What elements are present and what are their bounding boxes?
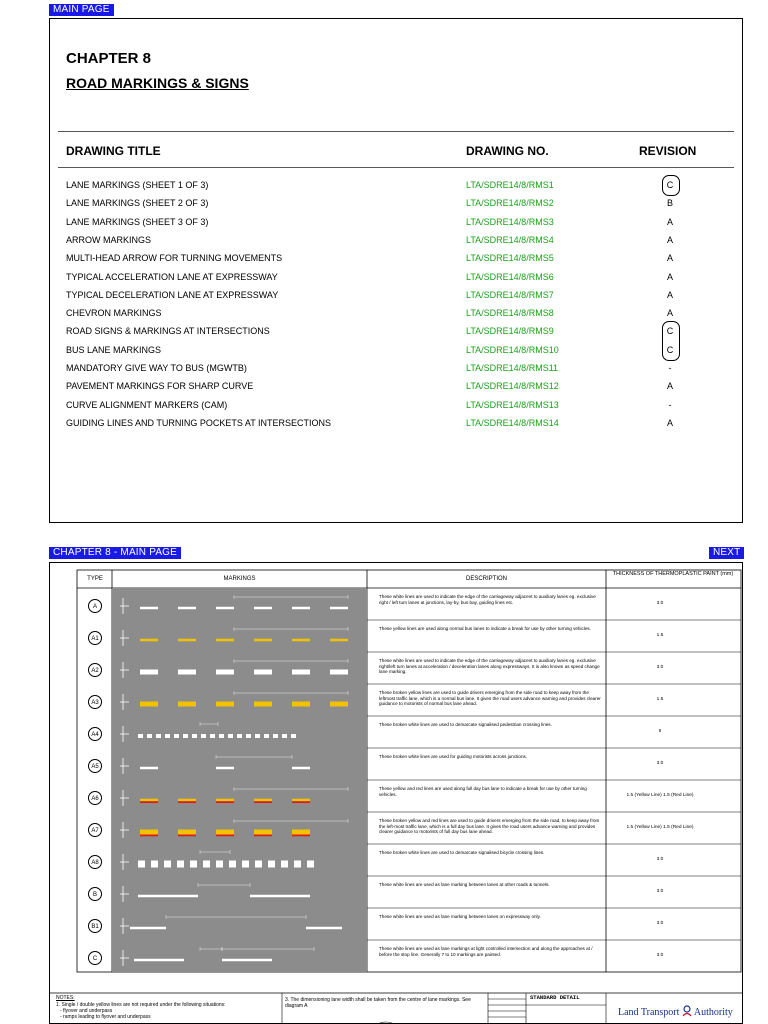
- drawing-title: LANE MARKINGS (SHEET 2 OF 3): [66, 198, 209, 209]
- lane-dash: [254, 799, 272, 802]
- revision-cloud: [662, 321, 680, 361]
- lane-dash: [291, 734, 296, 738]
- lane-dash: [292, 799, 310, 802]
- lane-dash: [174, 734, 179, 738]
- lane-dash: [229, 861, 236, 868]
- lane-dash: [292, 607, 310, 610]
- marking-type-badge: A2: [88, 663, 102, 677]
- marking-type-badge: B1: [88, 919, 102, 933]
- lane-dash: [255, 861, 262, 868]
- red-line-dash: [178, 835, 196, 837]
- lane-dash: [147, 734, 152, 738]
- drawing-title: MANDATORY GIVE WAY TO BUS (MGWTB): [66, 363, 247, 373]
- lane-dash: [254, 830, 272, 835]
- drawing-row[interactable]: [50, 378, 744, 396]
- marking-description: These yellow and red lines are used along full day bus lane to indicate a break for use by other turning vehicles.: [379, 786, 587, 797]
- lane-dash: [203, 861, 210, 868]
- drawing-number-link[interactable]: LTA/SDRE14/8/RMS2: [466, 198, 554, 209]
- lane-dash: [164, 861, 171, 868]
- drawing-row[interactable]: [50, 360, 744, 378]
- drawing-title: CURVE ALIGNMENT MARKERS (CAM): [66, 399, 228, 410]
- lane-dash: [151, 861, 158, 868]
- lane-dash: [292, 670, 310, 675]
- lane-dash: [178, 639, 196, 642]
- marking-description: These broken white lines are used for guiding motorists across junctions.: [379, 754, 528, 759]
- marking-type-badge: A6: [88, 791, 102, 805]
- revision-code: A: [666, 253, 673, 264]
- red-line-dash: [254, 801, 272, 803]
- drawing-number-link[interactable]: LTA/SDRE14/8/RMS4: [466, 234, 554, 245]
- drawing-index-sheet: [49, 18, 743, 523]
- marking-type-badge: C: [88, 951, 102, 965]
- col-header-revision: REVISION: [639, 144, 697, 158]
- lane-dash: [216, 861, 223, 868]
- red-line-dash: [292, 835, 310, 837]
- drawing-row[interactable]: [50, 232, 744, 250]
- authority-left-text: Land Transport: [618, 1007, 680, 1018]
- red-line-dash: [140, 801, 158, 803]
- lane-dash: [210, 734, 215, 738]
- revision-code: B: [666, 198, 673, 209]
- revision-code: C: [666, 326, 674, 337]
- marking-description: These broken white lines are used to demarcate signalised pedestrian crossing lines.: [379, 722, 552, 727]
- marking-type-badge: A8: [88, 855, 102, 869]
- lane-dash: [138, 861, 145, 868]
- drawing-number-link[interactable]: LTA/SDRE14/8/RMS14: [466, 417, 559, 428]
- lane-dash: [192, 734, 197, 738]
- drawing-number-link[interactable]: LTA/SDRE14/8/RMS12: [466, 381, 559, 392]
- marking-description: These yellow lines are used along normal bus lanes to indicate a break for use by other turning vehicles.: [379, 626, 591, 631]
- red-line-dash: [216, 835, 234, 837]
- lane-dash: [177, 861, 184, 868]
- lane-dash: [254, 702, 272, 707]
- lane-dash: [242, 861, 249, 868]
- lane-dash: [330, 607, 348, 610]
- chapter-title: CHAPTER 8: [66, 50, 152, 67]
- lane-dash: [222, 959, 272, 962]
- revision-code: C: [666, 180, 674, 190]
- marking-description: These broken yellow and red lines are used to guide drivers emerging from the side road, to keep away from the left-most traffic lane, which is a full day bus lane. It gives the road users advance warning and provides clearer guidance to motorists of full day bus lane ahead.: [379, 818, 600, 835]
- drawing-number-link[interactable]: LTA/SDRE14/8/RMS11: [466, 363, 559, 373]
- lane-dash: [178, 670, 196, 675]
- lane-dash: [254, 670, 272, 675]
- lane-dash: [178, 702, 196, 707]
- lane-dash: [140, 830, 158, 835]
- marking-description: These broken white lines are used to demarcate signalised bicycle crossing lines.: [379, 850, 545, 855]
- standard-detail-label: STANDARD DETAIL: [530, 994, 580, 1001]
- lane-dash: [178, 799, 196, 802]
- drawing-title: PAVEMENT MARKINGS FOR SHARP CURVE: [66, 381, 254, 392]
- drawing-number-link[interactable]: LTA/SDRE14/8/RMS7: [466, 289, 554, 300]
- drawing-title: ROAD SIGNS & MARKINGS AT INTERSECTIONS: [66, 326, 270, 337]
- red-line-dash: [178, 801, 196, 803]
- note-1a: - flyover and underpass: [60, 1008, 113, 1014]
- marking-type-badge: B: [88, 887, 102, 901]
- drawing-title: TYPICAL ACCELERATION LANE AT EXPRESSWAY: [66, 271, 278, 282]
- drawing-number-link[interactable]: LTA/SDRE14/8/RMS8: [466, 308, 554, 319]
- marking-type-badge: A1: [88, 631, 102, 645]
- drawing-number-link[interactable]: LTA/SDRE14/8/RMS10: [466, 344, 559, 355]
- lane-dash: [140, 670, 158, 675]
- revision-code: A: [666, 216, 673, 227]
- paint-thickness: 3.0: [656, 665, 664, 670]
- lta-emblem-icon: [682, 1005, 692, 1017]
- lane-dash: [292, 767, 310, 770]
- revision-code: C: [666, 344, 674, 355]
- lane-dash: [292, 702, 310, 707]
- lane-dash: [140, 799, 158, 802]
- paint-thickness: 3.0: [656, 921, 664, 926]
- lane-dash: [307, 861, 314, 868]
- lane-dash: [254, 639, 272, 642]
- red-line-dash: [140, 835, 158, 837]
- marking-type-badge: A: [88, 599, 102, 613]
- drawing-row[interactable]: [50, 415, 744, 433]
- paint-thickness: 3.0: [656, 857, 664, 862]
- drawing-row[interactable]: [50, 214, 744, 232]
- lane-dash: [216, 799, 234, 802]
- lane-dash: [282, 734, 287, 738]
- marking-description: These white lines are used as lane marking between lanes on expressway only.: [379, 914, 541, 919]
- col-header-title: DRAWING TITLE: [66, 144, 161, 158]
- paint-thickness: 3.0: [656, 889, 664, 894]
- lane-dash: [250, 895, 310, 898]
- paint-thickness: 5: [658, 729, 662, 734]
- lane-dash: [190, 861, 197, 868]
- lane-dash: [219, 734, 224, 738]
- paint-thickness: 1.5: [656, 697, 664, 702]
- lane-dash: [216, 767, 234, 770]
- lane-dash: [246, 734, 251, 738]
- drawing-number-link[interactable]: LTA/SDRE14/8/RMS6: [466, 271, 554, 282]
- paint-thickness: 1.5: [656, 633, 664, 638]
- lane-dash: [292, 830, 310, 835]
- marking-description: These white lines are used as lane markings at light controlled intersection and along the approaches at / before the stop line. Generally 7 to 10 markings are painted.: [379, 946, 593, 957]
- lane-dash: [201, 734, 206, 738]
- drawing-row[interactable]: [50, 305, 744, 323]
- drawing-number-link[interactable]: LTA/SDRE14/8/RMS5: [466, 253, 554, 264]
- drawing-title: TYPICAL DECELERATION LANE AT EXPRESSWAY: [66, 289, 279, 300]
- drawing-row[interactable]: [50, 195, 744, 213]
- lane-dash: [183, 734, 188, 738]
- lane-dash: [255, 734, 260, 738]
- drawing-title: LANE MARKINGS (SHEET 1 OF 3): [66, 180, 209, 190]
- lane-dash: [228, 734, 233, 738]
- drawing-row[interactable]: [50, 397, 744, 415]
- lane-dash: [140, 767, 158, 770]
- red-line-dash: [254, 835, 272, 837]
- lane-dash: [330, 639, 348, 642]
- lane-dash: [216, 607, 234, 610]
- red-line-dash: [292, 801, 310, 803]
- lane-dash: [292, 639, 310, 642]
- drawing-title: CHEVRON MARKINGS: [66, 308, 162, 319]
- marking-description: These broken yellow lines are used to guide drivers emerging from the side road to keep away from the leftmost traffic lane, which is a normal bus lane. It gives the road users advance warning and provides clearer guidance to motorists of normal bus lane ahead.: [379, 690, 601, 707]
- col-header-type: TYPE: [87, 576, 103, 582]
- lane-markings-sheet: [49, 562, 743, 1024]
- lane-dash: [216, 670, 234, 675]
- lane-dash: [130, 927, 166, 930]
- marking-description: These white lines are used as lane marking between lanes at other roads & tunnels.: [379, 882, 550, 887]
- marking-type-badge: A4: [88, 727, 102, 741]
- drawing-title: MULTI-HEAD ARROW FOR TURNING MOVEMENTS: [66, 253, 283, 264]
- header-divider-top: [58, 131, 734, 132]
- next-link[interactable]: NEXT: [709, 547, 744, 559]
- chapter-main-page-link[interactable]: CHAPTER 8 - MAIN PAGE: [49, 547, 181, 559]
- drawing-row[interactable]: [50, 287, 744, 305]
- drawing-number-link[interactable]: LTA/SDRE14/8/RMS1: [466, 180, 554, 190]
- revision-code: A: [666, 271, 673, 282]
- lane-dash: [273, 734, 278, 738]
- lane-dash: [156, 734, 161, 738]
- revision-code: A: [666, 417, 673, 428]
- marking-description: These white lines are used to indicate the edge of the carriageway adjacent to auxiliary lanes eg. exclusive right / left turn lanes at junctions, lay-by, bus bay, guiding lines etc.: [379, 594, 596, 605]
- marking-type-badge: A7: [88, 823, 102, 837]
- lane-dash: [216, 830, 234, 835]
- note-3: 3. The dimensioning lane width shall be taken from the centre of lane markings. See diagram A: [285, 997, 471, 1009]
- lane-dash: [140, 639, 158, 642]
- lane-dash: [306, 927, 342, 930]
- revision-code: -: [668, 363, 672, 373]
- drawing-title: BUS LANE MARKINGS: [66, 344, 162, 355]
- paint-thickness: 3.0: [656, 601, 664, 606]
- drawing-row[interactable]: [50, 323, 744, 341]
- lane-dash: [216, 639, 234, 642]
- drawing-row[interactable]: [50, 342, 744, 360]
- lta-logo: [618, 1005, 733, 1018]
- note-1: 1. Single / double yellow lines are not required under the following situations:: [56, 1002, 226, 1008]
- revision-code: A: [666, 289, 673, 300]
- paint-thickness: 1.5 (Yellow Line) 1.5 (Red Line): [626, 825, 694, 830]
- revision-code: A: [666, 234, 673, 245]
- lane-dash: [138, 895, 198, 898]
- lane-dash: [140, 607, 158, 610]
- red-line-dash: [216, 801, 234, 803]
- revision-code: A: [666, 381, 673, 392]
- lane-dash: [237, 734, 242, 738]
- chapter-subtitle: ROAD MARKINGS & SIGNS: [66, 75, 249, 91]
- lane-dash: [178, 607, 196, 610]
- drawing-number-link[interactable]: LTA/SDRE14/8/RMS3: [466, 216, 554, 227]
- drawing-title: LANE MARKINGS (SHEET 3 OF 3): [66, 216, 209, 227]
- marking-type-badge: A3: [88, 695, 102, 709]
- drawing-title: GUIDING LINES AND TURNING POCKETS AT INTERSECTIONS: [66, 417, 332, 428]
- main-page-link[interactable]: MAIN PAGE: [49, 4, 114, 16]
- lane-dash: [178, 830, 196, 835]
- paint-thickness: 1.5 (Yellow Line) 1.5 (Red Line): [626, 793, 694, 798]
- revision-cloud: [662, 175, 680, 196]
- drawing-number-link[interactable]: LTA/SDRE14/8/RMS9: [466, 326, 554, 337]
- col-header-description: DESCRIPTION: [465, 576, 507, 582]
- lane-dash: [330, 670, 348, 675]
- lane-dash: [281, 861, 288, 868]
- lane-dash: [140, 702, 158, 707]
- authority-right-text: Authority: [693, 1007, 733, 1018]
- col-header-thickness: THICKNESS OF THERMOPLASTIC PAINT (mm): [612, 571, 734, 577]
- drawing-title: ARROW MARKINGS: [66, 234, 152, 245]
- lane-dash: [134, 959, 184, 962]
- drawing-row[interactable]: [50, 177, 744, 195]
- note-1b: - ramps leading to flyover and underpass: [60, 1014, 151, 1020]
- lane-dash: [165, 734, 170, 738]
- lane-dash: [264, 734, 269, 738]
- marking-type-badge: A5: [88, 759, 102, 773]
- drawing-row[interactable]: [50, 250, 744, 268]
- paint-thickness: 3.0: [656, 953, 664, 958]
- drawing-row[interactable]: [50, 269, 744, 287]
- paint-thickness: 3.0: [656, 761, 664, 766]
- col-header-number: DRAWING NO.: [466, 144, 549, 158]
- marking-description: These white lines are used to indicate the edge of the carriageway adjacent to auxiliary lanes eg. exclusive right/left turn lanes at acceleration / deceleration lanes along expressways. It is also known as speed change lane marking.: [379, 658, 600, 675]
- lane-dash: [138, 734, 143, 738]
- lane-dash: [216, 702, 234, 707]
- lane-dash: [330, 702, 348, 707]
- lane-dash: [294, 861, 301, 868]
- notes-heading: NOTES:: [56, 995, 75, 1001]
- drawing-number-link[interactable]: LTA/SDRE14/8/RMS13: [466, 399, 559, 410]
- revision-code: A: [666, 308, 673, 319]
- lane-dash: [254, 607, 272, 610]
- revision-code: -: [668, 399, 672, 410]
- header-divider-bottom: [58, 167, 734, 168]
- col-header-markings: MARKINGS: [223, 576, 256, 582]
- lane-dash: [268, 861, 275, 868]
